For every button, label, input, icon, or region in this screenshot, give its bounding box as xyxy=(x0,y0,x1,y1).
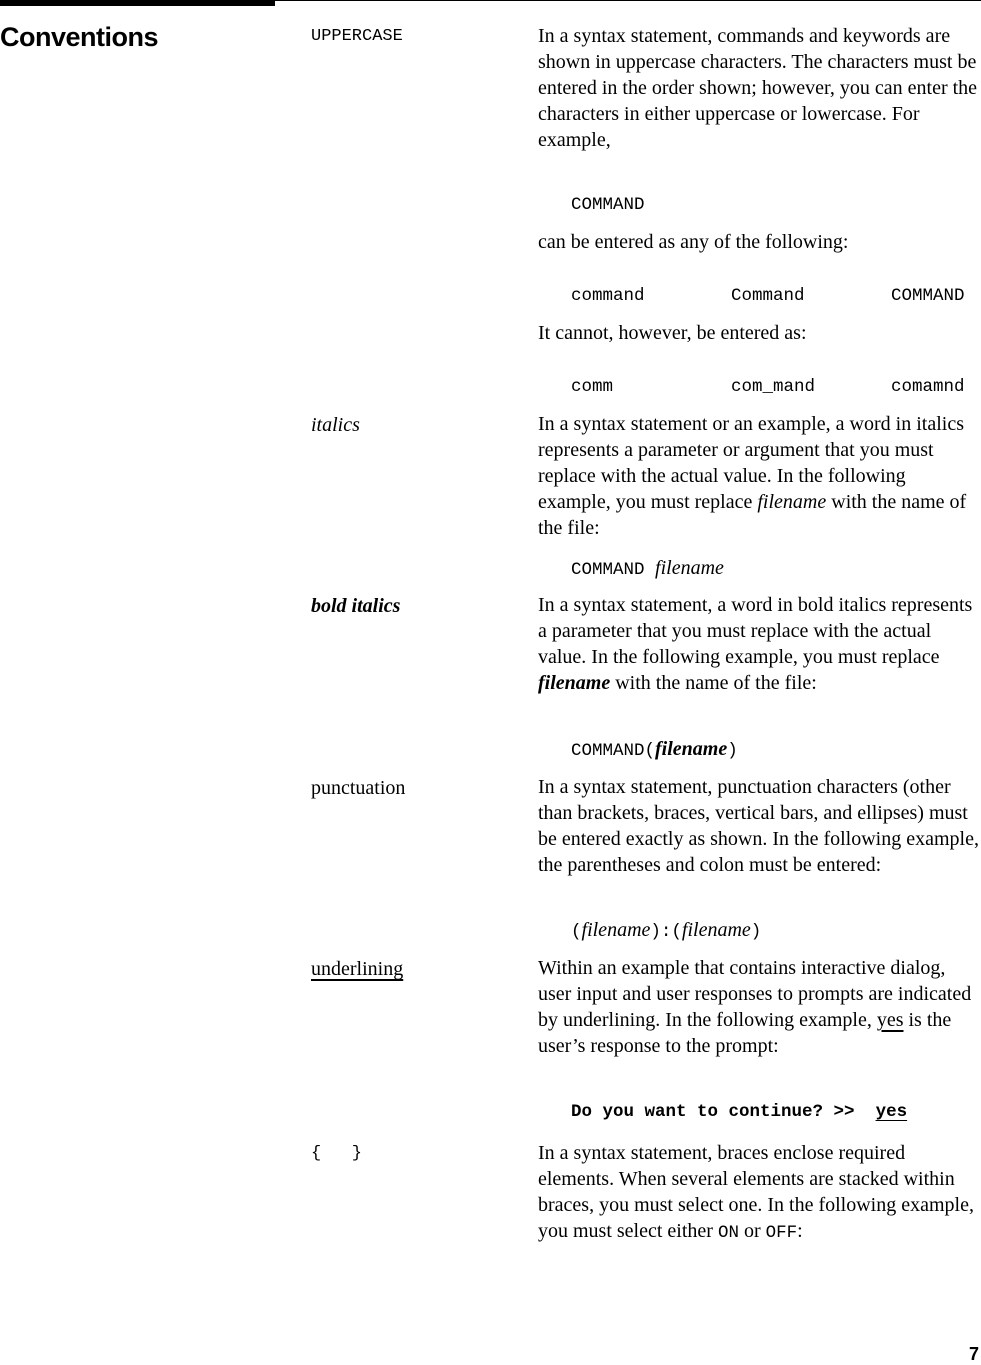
description-underlining xyxy=(538,956,981,1060)
term-bold-italics: bold italics xyxy=(311,595,401,617)
example-underlining xyxy=(571,1100,907,1124)
option-on: ON xyxy=(717,1222,739,1243)
term-italics: italics xyxy=(311,414,360,436)
description-braces xyxy=(538,1141,981,1247)
valid-form: command xyxy=(571,286,645,306)
example-param: filename xyxy=(581,919,651,941)
description-italics-word: filename xyxy=(757,490,827,513)
invalid-form: comm xyxy=(571,377,614,397)
description-bold-italics-text: In a syntax statement, a word in bold italics represents a parameter that you must replace with the actual value. In the following example, you must replace xyxy=(538,594,973,668)
description-bold-italics xyxy=(538,593,981,697)
description-braces-text: In a syntax statement, braces enclose required elements. When several elements are stacked within braces, you must select one. In the following example, you must select either xyxy=(538,1142,974,1242)
term-braces: { } xyxy=(311,1144,363,1163)
example-uppercase-command: COMMAND xyxy=(571,195,645,215)
description-braces-or: or xyxy=(743,1219,761,1242)
term-punctuation: punctuation xyxy=(311,777,406,799)
example-open: ( xyxy=(571,922,582,942)
description-uppercase-valid: can be entered as any of the following: xyxy=(538,231,849,253)
description-italics-text-end: with the name of the file: xyxy=(538,490,967,539)
description-bold-italics-text-end: with the name of the file: xyxy=(615,671,817,694)
description-uppercase: In a syntax statement, commands and keywords are shown in uppercase characters. The characters must be entered in the order shown; however, you can enter the characters in either uppercase or lowercase. For example, xyxy=(538,25,978,151)
example-response: yes xyxy=(875,1102,908,1122)
description-uppercase-invalid: It cannot, however, be entered as: xyxy=(538,322,807,344)
example-italics xyxy=(571,556,724,582)
term-underlining: underlining xyxy=(311,958,404,980)
term-uppercase: UPPERCASE xyxy=(311,27,403,46)
header-rule-line xyxy=(275,0,981,1)
valid-form: Command xyxy=(731,286,805,306)
example-close: ) xyxy=(727,741,738,761)
valid-form: COMMAND xyxy=(891,286,965,306)
header-rule-bar xyxy=(0,0,275,6)
example-punctuation xyxy=(571,918,761,944)
description-bold-italics-word: filename xyxy=(538,671,611,694)
page-number: 7 xyxy=(968,1344,979,1364)
description-underlining-text: Within an example that contains interactive dialog, user input and user responses to prompts are indicated by underlining. In the following example, xyxy=(538,957,972,1031)
example-prompt: Do you want to continue? >> xyxy=(571,1102,855,1122)
section-title: Conventions xyxy=(0,22,159,52)
example-command: COMMAND( xyxy=(571,741,656,761)
description-italics-text: In a syntax statement or an example, a word in italics represents a parameter or argument that you must replace with the actual value. In the following example, you must replace xyxy=(538,413,964,513)
example-param: filename xyxy=(681,919,751,941)
description-punctuation: In a syntax statement, punctuation characters (other than brackets, braces, vertical bars, and ellipses) must be entered exactly as shown. In the following example, the parentheses and colon must be entered: xyxy=(538,776,979,876)
description-underlined-word: yes xyxy=(876,1008,904,1031)
example-command: COMMAND xyxy=(571,560,645,580)
example-param: filename xyxy=(655,557,724,579)
description-underlining-text-end: is the user’s response to the prompt: xyxy=(538,1008,952,1057)
invalid-form: com_mand xyxy=(731,377,816,397)
example-param: filename xyxy=(655,738,728,760)
description-italics xyxy=(538,412,981,542)
example-mid: ):( xyxy=(650,922,682,942)
example-close: ) xyxy=(750,922,762,942)
option-off: OFF xyxy=(765,1222,798,1243)
description-braces-end: : xyxy=(797,1219,803,1242)
example-bold-italics xyxy=(571,737,738,763)
invalid-form: comamnd xyxy=(891,377,965,397)
